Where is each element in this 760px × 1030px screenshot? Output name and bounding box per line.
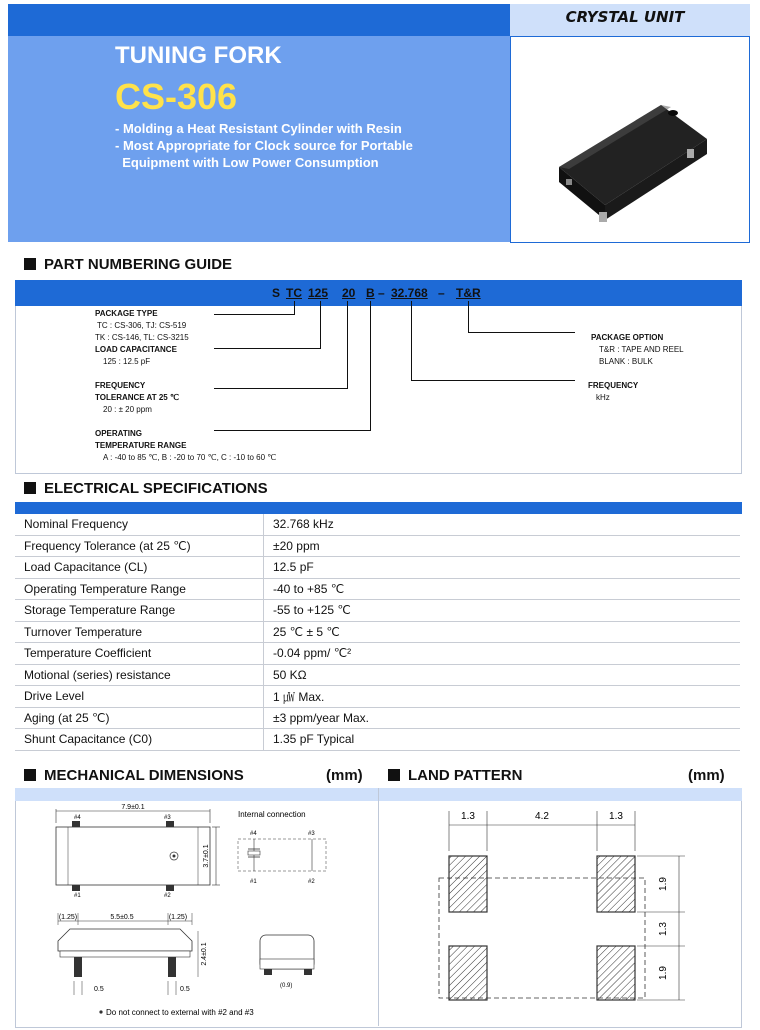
- product-model: CS-306: [115, 76, 238, 117]
- land-w1: 1.3: [461, 811, 475, 822]
- feature-bullet-2: - Most Appropriate for Clock source for Portable: [115, 138, 413, 153]
- spec-key: Drive Level: [15, 686, 264, 708]
- land-title: LAND PATTERN: [388, 767, 522, 784]
- spec-value: 50 KΩ: [264, 664, 741, 686]
- pn-package: TC: [286, 286, 302, 300]
- spec-row: [15, 557, 740, 579]
- land-hg: 1.3: [658, 922, 669, 936]
- spec-row: [15, 686, 740, 708]
- header-top-bar: [8, 4, 510, 36]
- electrical-title: ELECTRICAL SPECIFICATIONS: [24, 480, 268, 497]
- int-pin-3: #3: [308, 831, 315, 837]
- land-w2: 1.3: [609, 811, 623, 822]
- spec-value: 1 ㎼ Max.: [264, 686, 741, 708]
- feature-bullet-3: Equipment with Low Power Consumption: [115, 155, 379, 170]
- pn-temp: B: [366, 286, 375, 300]
- package-option-block: PACKAGE OPTION T&R : TAPE AND REEL BLANK : BULK: [591, 333, 684, 366]
- spec-key: Storage Temperature Range: [15, 600, 264, 622]
- top-pin-2: #2: [164, 893, 171, 899]
- spec-row: [15, 514, 740, 535]
- spec-row: [15, 600, 740, 622]
- land-pattern-drawing: [379, 801, 740, 1025]
- side-right-dim: (1.25): [168, 914, 188, 921]
- top-pin-1: #1: [74, 893, 81, 899]
- part-numbering-title: PART NUMBERING GUIDE: [24, 256, 232, 273]
- operating-temp-block: OPERATING TEMPERATURE RANGE A : -40 to 85 ℃, B : -20 to 70 ℃, C : -10 to 60 ℃: [95, 429, 277, 462]
- pn-load: 125: [308, 286, 329, 300]
- int-pin-4: #4: [250, 831, 257, 837]
- spec-value: ±3 ppm/year Max.: [264, 707, 741, 729]
- pn-s: S: [272, 286, 281, 300]
- land-h2: 1.9: [658, 966, 669, 980]
- spec-value: -0.04 ppm/ ℃²: [264, 643, 741, 665]
- package-type-block: PACKAGE TYPE TC : CS-306, TJ: CS-519 TK : CS-146, TL: CS-3215: [95, 309, 189, 342]
- spec-value: 25 ℃ ± 5 ℃: [264, 621, 741, 643]
- spec-row: [15, 643, 740, 665]
- lead-left-dim: 0.5: [94, 986, 104, 993]
- frequency-tolerance-block: FREQUENCY TOLERANCE AT 25 ℃ 20 : ± 20 ppm: [95, 381, 179, 414]
- mechanical-title: MECHANICAL DIMENSIONS: [24, 767, 244, 784]
- int-pin-1: #1: [250, 879, 257, 885]
- connection-note: Do not connect to external with #2 and #3: [106, 1008, 254, 1017]
- spec-key: Motional (series) resistance: [15, 664, 264, 686]
- spec-value: 32.768 kHz: [264, 514, 741, 535]
- category-label: CRYSTAL UNIT: [565, 8, 685, 26]
- spec-value: 12.5 pF: [264, 557, 741, 579]
- pn-dash-2: –: [438, 286, 445, 300]
- spec-key: Operating Temperature Range: [15, 578, 264, 600]
- pn-dash-1: –: [378, 286, 385, 300]
- top-pin-3: #3: [164, 815, 171, 821]
- spec-row: [15, 578, 740, 600]
- spec-row: [15, 535, 740, 557]
- mechanical-unit: (mm): [326, 767, 363, 784]
- spec-key: Turnover Temperature: [15, 621, 264, 643]
- end-width-dim: (0.9): [280, 983, 293, 989]
- feature-bullet-1: - Molding a Heat Resistant Cylinder with Resin: [115, 121, 402, 136]
- spec-value: 1.35 pF Typical: [264, 729, 741, 751]
- int-pin-2: #2: [308, 879, 315, 885]
- lead-right-dim: 0.5: [180, 986, 190, 993]
- spec-row: [15, 707, 740, 729]
- spec-row: [15, 729, 740, 751]
- land-gap: 4.2: [535, 811, 549, 822]
- spec-row: [15, 664, 740, 686]
- dim-length: 7.9±0.1: [121, 804, 145, 811]
- pn-tolerance: 20: [342, 286, 356, 300]
- side-left-dim: (1.25): [58, 914, 78, 921]
- spec-key: Frequency Tolerance (at 25 ℃): [15, 535, 264, 557]
- spec-key: Temperature Coefficient: [15, 643, 264, 665]
- frequency-block: FREQUENCY kHz: [588, 381, 639, 402]
- spec-value: ±20 ppm: [264, 535, 741, 557]
- land-h1: 1.9: [658, 877, 669, 891]
- pn-option: T&R: [456, 286, 481, 300]
- side-height-dim: 2.4±0.1: [201, 942, 208, 966]
- load-capacitance-block: LOAD CAPACITANCE 125 : 12.5 pF: [95, 345, 177, 366]
- pn-frequency: 32.768: [391, 286, 428, 300]
- spec-row: [15, 621, 740, 643]
- land-unit: (mm): [688, 767, 725, 784]
- spec-value: -40 to +85 ℃: [264, 578, 741, 600]
- top-pin-4: #4: [74, 815, 81, 821]
- mechanical-drawing: [16, 801, 378, 1025]
- electrical-spec-table: [15, 514, 740, 751]
- product-title: TUNING FORK: [115, 42, 282, 69]
- product-photo: [510, 36, 750, 243]
- spec-key: Aging (at 25 ℃): [15, 707, 264, 729]
- side-mid-dim: 5.5±0.5: [110, 914, 134, 921]
- spec-key: Load Capacitance (CL): [15, 557, 264, 579]
- spec-key: Nominal Frequency: [15, 514, 264, 535]
- crystal-component-image: [511, 37, 749, 242]
- spec-value: -55 to +125 ℃: [264, 600, 741, 622]
- spec-key: Shunt Capacitance (C0): [15, 729, 264, 751]
- electrical-bar: [15, 502, 742, 514]
- internal-connection-label: Internal connection: [238, 810, 306, 819]
- dim-height: 3.7±0.1: [203, 844, 210, 868]
